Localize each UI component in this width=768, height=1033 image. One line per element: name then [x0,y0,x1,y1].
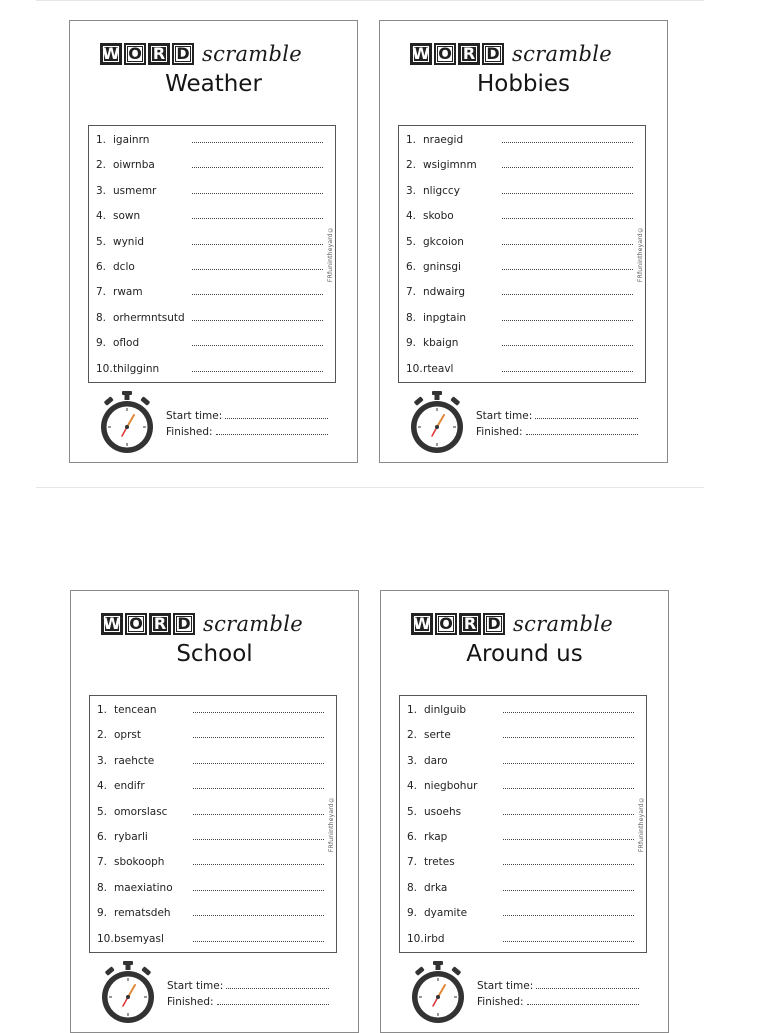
finished-row [476,422,638,438]
answer-line[interactable] [192,166,323,168]
word-logo-tile: W [411,613,433,635]
scrambled-word: drka [424,881,448,894]
answer-line[interactable] [503,889,634,891]
start-time-line[interactable] [535,418,638,419]
scramble-item [96,206,323,222]
scramble-item [407,852,634,868]
time-fields [167,976,329,1008]
word-tiles [101,613,195,635]
scrambled-word: gkcoion [423,235,464,248]
answer-line[interactable] [502,319,633,321]
word-logo-tile: R [148,43,170,65]
item-number: 6. [96,261,107,273]
item-number: 7. [406,286,417,299]
answer-line[interactable] [502,141,633,143]
scrambled-word: usoehs [424,805,462,818]
scrambled-word: nraegid [423,134,464,146]
scramble-item [407,700,634,716]
word-logo-tile: R [459,613,481,635]
item-number: 5. [407,805,418,818]
scramble-item [406,359,633,375]
scramble-item [97,878,324,894]
item-number: 10. [96,362,113,375]
scramble-item [97,827,324,843]
word-list [88,125,336,383]
copyright-credit: FRfunintheyard© [328,796,335,853]
word-tiles [411,613,505,635]
finished-label: Finished: [476,426,523,438]
answer-line[interactable] [193,838,324,840]
scramble-item [407,929,634,945]
answer-line[interactable] [192,293,323,295]
scramble-script: scramble [513,612,613,636]
worksheet-card [69,20,358,463]
answer-line[interactable] [503,762,634,764]
scrambled-word: serte [424,729,451,742]
scramble-item [96,282,323,298]
scrambled-word: ndwairg [423,286,466,299]
scramble-script: scramble [203,612,303,636]
topic-title: Hobbies [476,71,571,97]
stopwatch-icon [408,389,466,455]
scrambled-word: sbokooph [114,856,165,869]
scrambled-word: irbd [424,932,445,945]
item-number: 3. [407,754,418,767]
answer-line[interactable] [503,711,634,713]
item-number: 6. [407,831,418,843]
answer-line[interactable] [193,914,324,916]
scramble-item [97,751,324,767]
word-list [398,125,646,383]
word-logo-tile: D [172,43,194,65]
word-logo-tile: R [149,613,171,635]
scrambled-word: thilgginn [113,362,160,375]
scrambled-word: tretes [424,856,455,869]
scramble-item [96,181,323,197]
finished-line[interactable] [526,434,638,435]
item-number: 1. [97,704,108,716]
item-number: 2. [97,729,108,742]
word-logo-tile: R [458,43,480,65]
scrambled-word: wsigimnm [423,159,477,172]
scrambled-word: dclo [113,261,135,273]
scrambled-word: wynid [113,235,145,248]
worksheet-card [380,590,669,1033]
word-scramble-logo [410,41,612,67]
scramble-item [96,257,323,273]
scramble-item [97,725,324,741]
item-number: 5. [406,235,417,248]
scramble-item [96,308,323,324]
scrambled-word: raehcte [114,754,155,767]
scrambled-word: omorslasc [114,805,168,818]
scramble-item [406,232,633,248]
item-number: 5. [97,805,108,818]
word-logo-tile: D [482,43,504,65]
scrambled-word: niegbohur [424,780,478,793]
scrambled-word: skobo [423,210,454,223]
scramble-item [407,903,634,919]
start-time-row [476,406,638,422]
sheet-divider [36,487,704,488]
item-number: 3. [96,184,107,197]
scrambled-word: rematsdeh [114,907,171,920]
scramble-item [407,802,634,818]
item-number: 1. [407,704,418,716]
scrambled-word: oprst [114,729,141,742]
scramble-item [97,903,324,919]
item-number: 2. [406,159,417,172]
answer-line[interactable] [503,813,634,815]
scramble-item [97,929,324,945]
time-fields [476,406,638,438]
scrambled-word: dinlguib [424,704,467,716]
finished-row [477,992,639,1008]
scramble-item [96,130,323,146]
answer-line[interactable] [192,370,323,372]
answer-line[interactable] [502,217,633,219]
scrambled-word: rteavl [423,362,454,375]
start-time-row [166,406,328,422]
scrambled-word: tencean [114,704,157,716]
item-number: 7. [407,856,418,869]
scramble-item [96,359,323,375]
scrambled-word: oflod [113,337,140,350]
answer-line[interactable] [502,370,633,372]
scrambled-word: orhermntsutd [113,311,185,324]
worksheet-card [379,20,668,463]
answer-line[interactable] [193,813,324,815]
finished-label: Finished: [166,426,213,438]
scramble-item [407,878,634,894]
finished-row [167,992,329,1008]
answer-line[interactable] [193,736,324,738]
finished-label: Finished: [167,996,214,1008]
scrambled-word: gninsgi [423,261,461,273]
scrambled-word: rybarli [114,831,148,843]
word-logo-tile: W [100,43,122,65]
scrambled-word: kbaign [423,337,459,350]
item-number: 7. [97,856,108,869]
stopwatch-icon [99,959,157,1025]
word-logo-tile: W [410,43,432,65]
answer-line[interactable] [193,711,324,713]
answer-line[interactable] [503,787,634,789]
scramble-script: scramble [512,42,612,66]
scrambled-word: rwam [113,286,143,299]
answer-line[interactable] [503,940,634,942]
item-number: 1. [406,134,417,146]
topic-title: Weather [165,71,262,97]
topic-title: School [176,641,253,667]
start-time-label: Start time: [477,980,534,992]
scrambled-word: rkap [424,831,448,843]
answer-line[interactable] [192,344,323,346]
answer-line[interactable] [192,268,323,270]
copyright-credit: FRfunintheyard© [638,796,645,853]
item-number: 8. [407,881,418,894]
answer-line[interactable] [193,889,324,891]
scramble-item [407,725,634,741]
copyright-credit: FRfunintheyard© [327,226,334,283]
scrambled-word: bsemyasl [114,932,164,945]
sheet-edge-top [36,0,704,1]
time-fields [166,406,328,438]
scrambled-word: nligccy [423,184,460,197]
answer-line[interactable] [502,192,633,194]
item-number: 8. [406,311,417,324]
item-number: 1. [96,134,107,146]
start-time-line[interactable] [536,988,639,989]
item-number: 2. [407,729,418,742]
scramble-item [407,827,634,843]
word-list [399,695,647,953]
finished-line[interactable] [217,1004,329,1005]
item-number: 4. [97,780,108,793]
scrambled-word: oiwrnba [113,159,155,172]
answer-line[interactable] [502,166,633,168]
answer-line[interactable] [192,243,323,245]
finished-line[interactable] [527,1004,639,1005]
scramble-item [97,776,324,792]
stopwatch-icon [98,389,156,455]
finished-label: Finished: [477,996,524,1008]
answer-line[interactable] [502,344,633,346]
item-number: 3. [97,754,108,767]
item-number: 4. [406,210,417,223]
scrambled-word: maexiatino [114,881,173,894]
answer-line[interactable] [503,736,634,738]
scramble-item [406,130,633,146]
word-scramble-logo [411,611,613,637]
item-number: 8. [96,311,107,324]
answer-line[interactable] [193,863,324,865]
copyright-credit: FRfunintheyard© [637,226,644,283]
scramble-item [96,155,323,171]
scrambled-word: dyamite [424,907,468,920]
item-number: 6. [97,831,108,843]
scramble-item [406,206,633,222]
answer-line[interactable] [503,914,634,916]
item-number: 5. [96,235,107,248]
word-tiles [410,43,504,65]
item-number: 9. [96,337,107,350]
answer-line[interactable] [503,863,634,865]
item-number: 7. [96,286,107,299]
answer-line[interactable] [193,762,324,764]
scrambled-word: daro [424,754,448,767]
answer-line[interactable] [192,319,323,321]
start-time-line[interactable] [225,418,328,419]
start-time-label: Start time: [476,410,533,422]
finished-line[interactable] [216,434,328,435]
scramble-item [96,333,323,349]
scramble-item [406,282,633,298]
item-number: 2. [96,159,107,172]
word-logo-tile: O [434,43,456,65]
scramble-item [406,333,633,349]
word-scramble-logo [100,41,302,67]
item-number: 10. [406,362,423,375]
answer-line[interactable] [192,192,323,194]
item-number: 3. [406,184,417,197]
word-logo-tile: D [483,613,505,635]
scramble-item [406,155,633,171]
scramble-item [97,802,324,818]
item-number: 10. [407,932,424,945]
word-tiles [100,43,194,65]
word-scramble-logo [101,611,303,637]
scrambled-word: igainrn [113,134,150,146]
start-time-label: Start time: [166,410,223,422]
answer-line[interactable] [502,268,633,270]
scramble-item [97,700,324,716]
start-time-label: Start time: [167,980,224,992]
answer-line[interactable] [193,787,324,789]
time-fields [477,976,639,1008]
item-number: 8. [97,881,108,894]
word-list [89,695,337,953]
answer-line[interactable] [193,940,324,942]
start-time-line[interactable] [226,988,329,989]
word-logo-tile: D [173,613,195,635]
item-number: 4. [96,210,107,223]
word-logo-tile: O [435,613,457,635]
topic-title: Around us [466,641,583,667]
finished-row [166,422,328,438]
scrambled-word: usmemr [113,184,157,197]
scramble-item [97,852,324,868]
scramble-item [96,232,323,248]
item-number: 9. [406,337,417,350]
item-number: 9. [97,907,108,920]
scramble-item [406,181,633,197]
item-number: 9. [407,907,418,920]
item-number: 10. [97,932,114,945]
scramble-script: scramble [202,42,302,66]
answer-line[interactable] [503,838,634,840]
scrambled-word: inpgtain [423,311,467,324]
scramble-item [407,751,634,767]
answer-line[interactable] [502,243,633,245]
word-logo-tile: O [125,613,147,635]
item-number: 6. [406,261,417,273]
scramble-item [406,308,633,324]
answer-line[interactable] [192,217,323,219]
scrambled-word: endifr [114,780,145,793]
answer-line[interactable] [192,141,323,143]
start-time-row [477,976,639,992]
answer-line[interactable] [502,293,633,295]
scrambled-word: sown [113,210,141,223]
scramble-item [407,776,634,792]
scramble-item [406,257,633,273]
item-number: 4. [407,780,418,793]
start-time-row [167,976,329,992]
word-logo-tile: W [101,613,123,635]
worksheet-card [70,590,359,1033]
word-logo-tile: O [124,43,146,65]
stopwatch-icon [409,959,467,1025]
